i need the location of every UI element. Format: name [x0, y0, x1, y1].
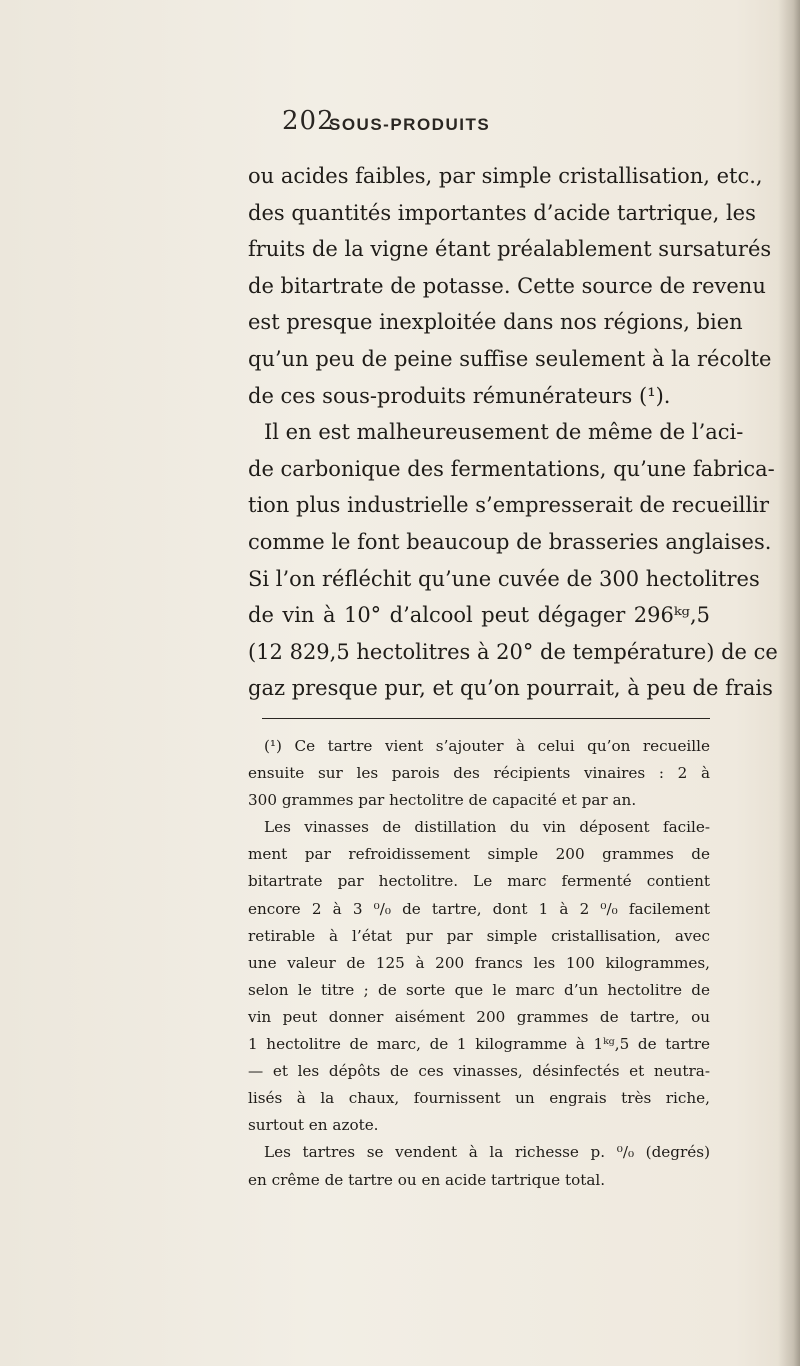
- footnote-line: une valeur de 125 à 200 francs les 100 kilogrammes,: [248, 953, 710, 972]
- footnote-line: ment par refroidissement simple 200 grammes de: [248, 845, 710, 864]
- footnote-line: bitartrate par hectolitre. Le marc fermenté contient: [248, 872, 710, 891]
- footnote-line: retirable à l’état pur par simple cristallisation, avec: [248, 926, 710, 945]
- footnote-line: 1 hectolitre de marc, de 1 kilogramme à 1ᵏᵍ,5 de tartre: [248, 1035, 710, 1054]
- footnote-line: ensuite sur les parois des récipients vinaires : 2 à: [248, 764, 710, 783]
- footnote-line: — et les dépôts de ces vinasses, désinfectés et neutra-: [248, 1062, 710, 1081]
- text-line: gaz presque pur, et qu’on pourrait, à peu de frais: [248, 676, 773, 701]
- footnote-line: Les vinasses de distillation du vin déposent facile-: [264, 818, 710, 837]
- footnote-rule: [262, 718, 710, 719]
- footnote-line: lisés à la chaux, fournissent un engrais très riche,: [248, 1089, 710, 1108]
- text-line: fruits de la vigne étant préalablement sursaturés: [248, 237, 772, 262]
- footnote-line: Les tartres se vendent à la richesse p. ⁰/₀ (degrés): [264, 1143, 710, 1162]
- text-line: tion plus industrielle s’empresserait de recueillir: [248, 493, 769, 518]
- footnote-line: en crême de tartre ou en acide tartrique total.: [248, 1170, 606, 1189]
- text-line: de vin à 10° d’alcool peut dégager 296ᵏᵍ,5: [248, 603, 710, 628]
- footnote-line: vin peut donner aisément 200 grammes de tartre, ou: [248, 1007, 710, 1026]
- text-line: (12 829,5 hectolitres à 20° de température) de ce: [248, 639, 778, 664]
- text-line: de ces sous-produits rémunérateurs (¹).: [248, 383, 671, 408]
- footnote-line: encore 2 à 3 ⁰/₀ de tartre, dont 1 à 2 ⁰/₀ facilement: [248, 899, 710, 918]
- text-line: de carbonique des fermentations, qu’une fabrica-: [248, 456, 775, 481]
- footnote-line: selon le titre ; de sorte que le marc d’un hectolitre de: [248, 980, 710, 999]
- footnote-line: surtout en azote.: [248, 1116, 379, 1135]
- text-line: comme le font beaucoup de brasseries anglaises.: [248, 529, 772, 554]
- text-line: ou acides faibles, par simple cristallisation, etc.,: [248, 164, 763, 188]
- text-line: Si l’on réfléchit qu’une cuvée de 300 hectolitres: [248, 566, 760, 591]
- footnote: [248, 733, 710, 1194]
- page-number: 202: [282, 106, 335, 136]
- footnote-line: 300 grammes par hectolitre de capacité et par an.: [248, 791, 637, 810]
- text-line: est presque inexploitée dans nos régions, bien: [248, 310, 743, 335]
- text-line: des quantités importantes d’acide tartrique, les: [248, 200, 756, 225]
- text-line: qu’un peu de peine suffise seulement à la récolte: [248, 346, 772, 371]
- running-title: SOUS-PRODUITS: [329, 115, 491, 134]
- text-line: Il en est malheureusement de même de l’aci-: [264, 420, 744, 445]
- main-text: [248, 158, 778, 707]
- footnote-line: (¹) Ce tartre vient s’ajouter à celui qu’on recueille: [264, 737, 710, 755]
- page-edge-shadow: [778, 0, 800, 1366]
- text-line: de bitartrate de potasse. Cette source de revenu: [248, 273, 766, 298]
